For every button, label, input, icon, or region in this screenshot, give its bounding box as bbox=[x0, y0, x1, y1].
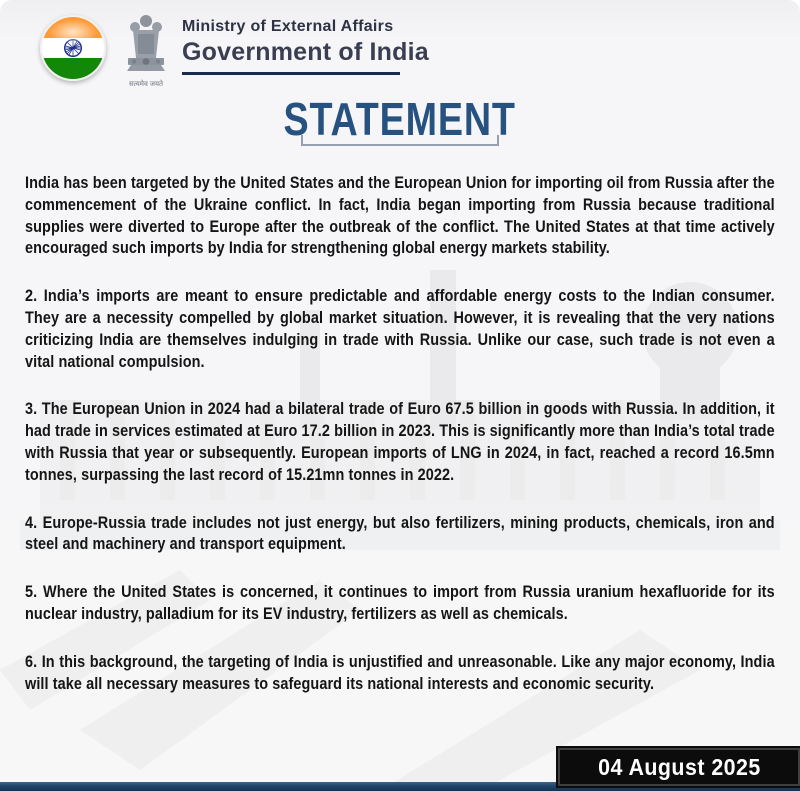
header-text-block bbox=[182, 18, 429, 75]
statement-paragraph: 3. The European Union in 2024 had a bilateral trade of Euro 67.5 billion in goods with Russia. In addition, it had trade in services estimated at Euro 17.2 billion in 2023. This is significantly more than India’s total trade with Russia that year or subsequently. European imports of LNG in 2024, in fact, reached a record 16.5mn tonnes, surpassing the last record of 15.21mn tonnes in 2022. bbox=[25, 399, 775, 484]
ashoka-lion-capital-icon bbox=[124, 14, 168, 76]
flag-green-stripe bbox=[42, 58, 104, 79]
statement-paragraph: India has been targeted by the United States and the European Union for importing oil from Russia after the commencement of the Ukraine conflict. In fact, India began importing from Russia because traditional supplies were diverted to Europe after the outbreak of the conflict. The United States at that time actively encouraged such imports by India for strengthening global energy markets stability. bbox=[25, 173, 775, 258]
india-flag-icon bbox=[40, 15, 106, 81]
statement-body bbox=[25, 172, 775, 720]
national-emblem bbox=[122, 14, 170, 89]
date-badge bbox=[558, 748, 800, 786]
statement-paragraph: 5. Where the United States is concerned, it continues to import from Russia uranium hexafluoride for its nuclear industry, palladium for its EV industry, fertilizers as well as chemicals. bbox=[25, 582, 775, 623]
ministry-name: Ministry of External Affairs bbox=[182, 18, 394, 35]
statement-text-container bbox=[25, 172, 775, 694]
title-block bbox=[0, 93, 800, 146]
mea-header bbox=[40, 12, 429, 89]
government-name: Government of India bbox=[182, 38, 429, 66]
statement-paragraph: 4. Europe-Russia trade includes not just energy, but also fertilizers, mining products, chemicals, iron and steel and machinery and transport equipment. bbox=[25, 512, 775, 554]
satyameva-jayate-motto: सत्यमेव जयते bbox=[128, 81, 164, 88]
statement-date: 04 August 2025 bbox=[597, 753, 761, 780]
header-underline bbox=[182, 72, 400, 75]
statement-paragraph: 2. India’s imports are meant to ensure predictable and affordable energy costs to the Indian consumer. They are a necessity compelled by global market situation. However, it is revealing that the very nations criticizing India are themselves indulging in trade with Russia. Unlike our case, such trade is not even a vital national compulsion. bbox=[25, 286, 775, 371]
page-title: STATEMENT bbox=[283, 93, 517, 145]
statement-paragraph: 6. In this background, the targeting of India is unjustified and unreasonable. Like any major economy, India will take all necessary measures to safeguard its national interests and economic security. bbox=[25, 651, 775, 693]
flag-gloss-highlight bbox=[48, 19, 98, 45]
